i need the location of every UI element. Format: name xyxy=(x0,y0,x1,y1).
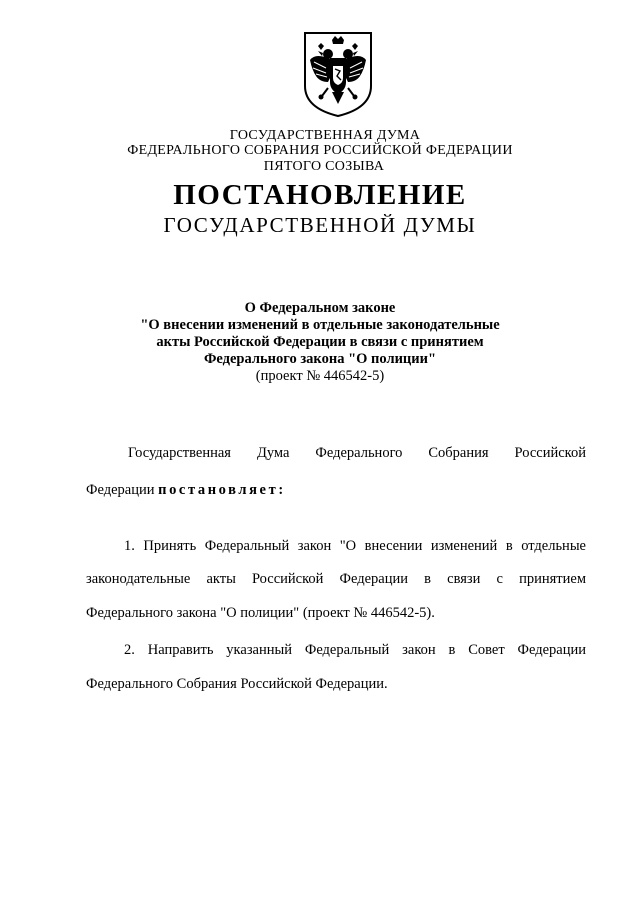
item-2-line-1: 2. Направить указанный Федеральный закон в Совет Федерации xyxy=(124,642,586,658)
document-type-title: ПОСТАНОВЛЕНИЕ xyxy=(173,179,467,211)
item-1-line-2: законодательные акты Российской Федерации в связи с принятием xyxy=(86,571,586,587)
subject-line-3: акты Российской Федерации в связи с принятием xyxy=(156,334,484,350)
header-line-state-duma: ГОСУДАРСТВЕННАЯ ДУМА xyxy=(229,128,421,143)
header-line-federal-assembly: ФЕДЕРАЛЬНОГО СОБРАНИЯ РОССИЙСКОЙ ФЕДЕРАЦИИ xyxy=(127,143,513,158)
item-1-line-3: Федерального закона "О полиции" (проект № 446542-5). xyxy=(86,605,435,621)
item-2-line-2: Федерального Собрания Российской Федерации. xyxy=(86,676,388,692)
preamble-line-2-start: Федерации xyxy=(86,482,155,498)
document-subject xyxy=(0,300,640,385)
subject-line-2: "О внесении изменений в отдельные законодательные xyxy=(140,317,500,333)
preamble-line-2 xyxy=(86,482,286,499)
header-line-convocation: ПЯТОГО СОЗЫВА xyxy=(263,159,385,174)
preamble-verb: постановляет: xyxy=(158,482,286,498)
subject-line-1: О Федеральном законе xyxy=(244,300,396,316)
subject-line-4: Федерального закона "О полиции" xyxy=(203,351,437,367)
subject-line-5: (проект № 446542-5) xyxy=(255,368,385,384)
coat-of-arms-emblem xyxy=(302,30,374,118)
item-1-line-1: 1. Принять Федеральный закон "О внесении изменений в отдельные xyxy=(124,538,586,554)
preamble-line-1: Государственная Дума Федерального Собрания Российской xyxy=(128,445,586,461)
document-issuer-title: ГОСУДАРСТВЕННОЙ ДУМЫ xyxy=(163,213,477,237)
